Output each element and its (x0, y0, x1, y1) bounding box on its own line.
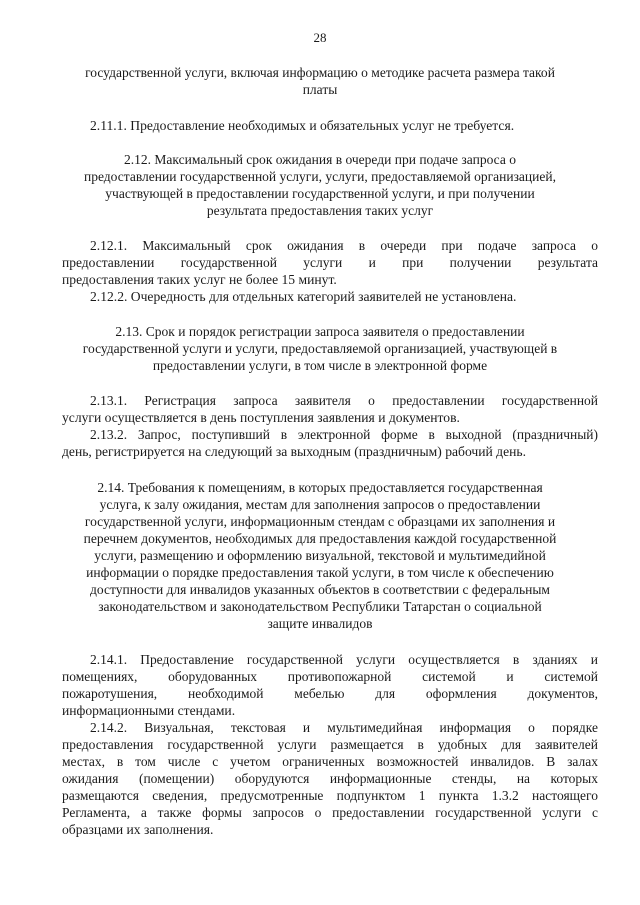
paragraph-2-14-2: ожидания (помещении) оборудуются информационные стенды, на которых (62, 771, 598, 786)
paragraph-2-13-1: услуги осуществляется в день поступления заявления и документов. (62, 410, 460, 425)
paragraph-2-12-1: предоставлении государственной услуги и при получении результата (62, 255, 598, 270)
heading-2-14: доступности для инвалидов указанных объектов в соответствии с федеральным (90, 582, 550, 597)
paragraph-2-14-1: пожаротушения, необходимой мебелью для оформления документов, (62, 686, 598, 701)
heading-2-14: государственной услуги, информационным стендам с образцами их заполнения и (84, 514, 556, 529)
paragraph-2-14-2: Регламента, а также формы запросов о предоставлении государственной услуги с (62, 805, 598, 820)
heading-2-12: результата предоставления таких услуг (206, 203, 434, 218)
page-number: 28 (313, 30, 327, 45)
paragraph-2-14-2: 2.14.2. Визуальная, текстовая и мультимедийная информация о порядке (90, 720, 598, 735)
heading-2-13: 2.13. Срок и порядок регистрации запроса заявителя о предоставлении (115, 324, 525, 339)
heading-2-14: услуга, к залу ожидания, местам для заполнения запросов о предоставлении (99, 497, 541, 512)
heading-2-14: законодательством и законодательством Республики Татарстан о социальной (98, 599, 542, 614)
text-line: платы (302, 82, 338, 97)
paragraph-2-14-2: местах, в том числе с учетом ограниченных возможностей инвалидов. В залах (62, 754, 598, 769)
paragraph-2-13-1: 2.13.1. Регистрация запроса заявителя о предоставлении государственной (90, 393, 598, 408)
paragraph-2-14-2: образцами их заполнения. (62, 822, 214, 837)
heading-2-12: 2.12. Максимальный срок ожидания в очереди при подаче запроса о (124, 152, 516, 167)
heading-2-14: 2.14. Требования к помещениям, в которых предоставляется государственная (97, 480, 543, 495)
heading-2-12: участвующей в предоставлении государственной услуги, и при получении (105, 186, 535, 201)
paragraph-2-11-1: 2.11.1. Предоставление необходимых и обязательных услуг не требуется. (90, 118, 515, 133)
paragraph-2-14-2: предоставления государственной услуги размещается в удобных для заявителей (62, 737, 598, 752)
heading-2-12: предоставлении государственной услуги, услуги, предоставляемой организацией, (83, 169, 557, 184)
heading-2-14: услуги, размещению и оформлению визуальной, текстовой и мультимедийной (94, 548, 546, 563)
text-line: государственной услуги, включая информацию о методике расчета размера такой (85, 65, 555, 80)
paragraph-2-12-1: 2.12.1. Максимальный срок ожидания в очереди при подаче запроса о (90, 238, 598, 253)
paragraph-2-13-2: 2.13.2. Запрос, поступивший в электронной форме в выходной (праздничный) (90, 427, 598, 442)
heading-2-13: предоставлении услуги, в том числе в электронной форме (152, 358, 488, 373)
paragraph-2-12-2: 2.12.2. Очередность для отдельных категорий заявителей не установлена. (90, 289, 517, 304)
heading-2-13: государственной услуги и услуги, предоставляемой организацией, участвующей в (82, 341, 558, 356)
heading-2-14: перечнем документов, необходимых для предоставления каждой государственной (83, 531, 557, 546)
paragraph-2-14-1: 2.14.1. Предоставление государственной услуги осуществляется в зданиях и (90, 652, 598, 667)
heading-2-14: защите инвалидов (267, 616, 373, 631)
paragraph-2-12-1: предоставления таких услуг не более 15 минут. (62, 272, 337, 287)
paragraph-2-13-2: день, регистрируется на следующий за выходным (праздничным) рабочий день. (62, 444, 526, 459)
paragraph-2-14-1: помещениях, оборудованных противопожарной системой и системой (62, 669, 598, 684)
paragraph-2-14-1: информационными стендами. (62, 703, 236, 718)
heading-2-14: информации о порядке предоставления такой услуги, в том числе к обеспечению (86, 565, 554, 580)
paragraph-2-14-2: размещаются сведения, предусмотренные подпунктом 1 пункта 1.3.2 настоящего (62, 788, 598, 803)
